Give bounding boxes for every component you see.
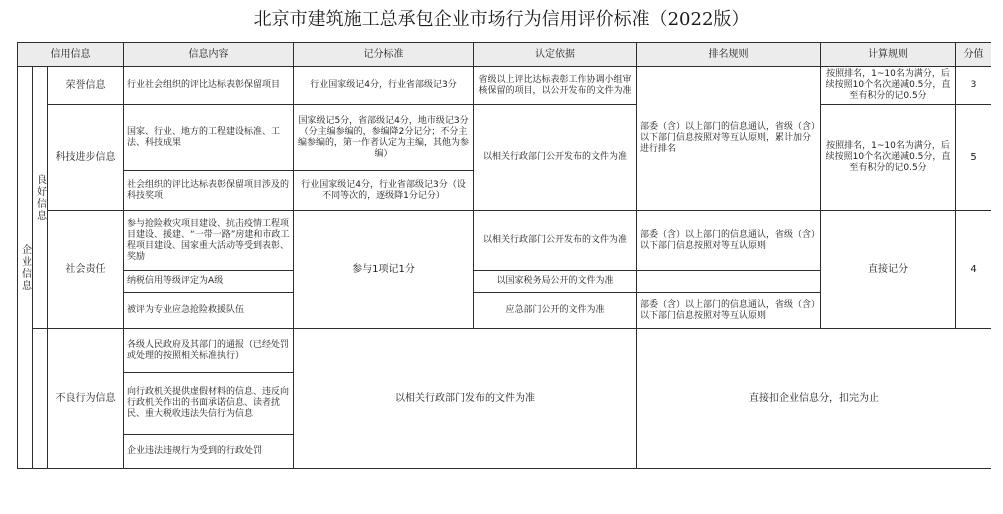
header-scoring: 记分标准	[294, 43, 474, 67]
social-category: 社会责任	[48, 211, 124, 329]
social-ranking-2-empty	[637, 271, 821, 293]
bad-calc: 直接扣企业信息分，扣完为止	[637, 329, 991, 469]
social-basis-1: 以相关行政部门公开发布的文件为准	[474, 211, 637, 271]
honor-category: 荣誉信息	[48, 67, 124, 105]
header-row	[18, 43, 992, 67]
enterprise-info-label: 企业信息	[18, 67, 33, 469]
bad-category: 不良行为信息	[48, 329, 124, 469]
bad-spacer	[33, 329, 48, 469]
social-basis-2: 以国家税务局公开的文件为准	[474, 271, 637, 293]
honor-scoring: 行业国家级记4分，行业省部级记3分	[294, 67, 474, 105]
table-row	[18, 329, 992, 373]
social-score: 4	[956, 211, 991, 329]
honor-calc: 按照排名，1~10名为满分，后续按照10个名次递减0.5分，直至有积分的记0.5分	[821, 67, 956, 105]
social-scoring: 参与1项记1分	[294, 211, 474, 329]
bad-content-2: 向行政机关提供虚假材料的信息、违反向行政机关作出的书面承诺信息、读者扰民、重大税收违法失信行为信息	[124, 373, 294, 435]
good-info-label: 良好信息	[33, 67, 48, 329]
tech-basis: 以相关行政部门公开发布的文件为准	[474, 105, 637, 211]
header-content: 信息内容	[124, 43, 294, 67]
table-row	[18, 211, 992, 271]
bad-content-3: 企业违法违规行为受到的行政处罚	[124, 435, 294, 469]
ranking-common: 部委（含）以上部门的信息通认，省级（含）以下部门信息按照对等互认原则，累计加分进行排名	[637, 67, 821, 211]
header-score: 分值	[956, 43, 991, 67]
header-calc: 计算规则	[821, 43, 956, 67]
table	[17, 42, 991, 469]
tech-score: 5	[956, 105, 991, 211]
header-basis: 认定依据	[474, 43, 637, 67]
social-ranking-1: 部委（含）以上部门的信息通认，省级（含）以下部门信息按照对等互认原则	[637, 211, 821, 271]
bad-basis: 以相关行政部门发布的文件为准	[294, 329, 637, 469]
honor-content: 行业社会组织的评比达标表彰保留项目	[124, 67, 294, 105]
tech-category: 科技进步信息	[48, 105, 124, 211]
social-content-1: 参与抢险救灾项目建设、抗击疫情工程项目建设、援建、“一带一路”房建和市政工程项目建设、国家重大活动等受到表彰、奖励	[124, 211, 294, 271]
header-ranking: 排名规则	[637, 43, 821, 67]
table-row	[18, 67, 992, 105]
tech-calc: 按照排名，1~10名为满分，后续按照10个名次递减0.5分，直至有积分的记0.5分	[821, 105, 956, 211]
tech-scoring-1: 国家级记5分，省部级记4分，地市级记3分（分主编参编的，参编降2分记分；不分主编参编的，第一作者认定为主编，其他为参编）	[294, 105, 474, 171]
honor-score: 3	[956, 67, 991, 105]
credit-standard-table	[17, 42, 991, 482]
bad-content-1: 各级人民政府及其部门的通报（已经处罚或处理的按照相关标准执行）	[124, 329, 294, 373]
tech-scoring-2: 行业国家级记4分，行业省部级记3分（设不同等次的，逐级降1分记分）	[294, 171, 474, 211]
page-title: 北京市建筑施工总承包企业市场行为信用评价标准（2022版）	[253, 9, 750, 30]
social-content-2: 纳税信用等级评定为A级	[124, 271, 294, 293]
social-ranking-3: 部委（含）以上部门的信息通认，省级（含）以下部门信息按照对等互认原则	[637, 293, 821, 329]
social-basis-3: 应急部门公开的文件为准	[474, 293, 637, 329]
honor-basis: 省级以上评比达标表彰工作协调小组审核保留的项目，以公开发布的文件为准	[474, 67, 637, 105]
tech-content-2: 社会组织的评比达标表彰保留项目涉及的科技奖项	[124, 171, 294, 211]
social-content-3: 被评为专业应急抢险救援队伍	[124, 293, 294, 329]
social-calc: 直接记分	[821, 211, 956, 329]
table-row	[18, 105, 992, 171]
header-credit-info: 信用信息	[18, 43, 124, 67]
tech-content-1: 国家、行业、地方的工程建设标准、工法、科技成果	[124, 105, 294, 171]
